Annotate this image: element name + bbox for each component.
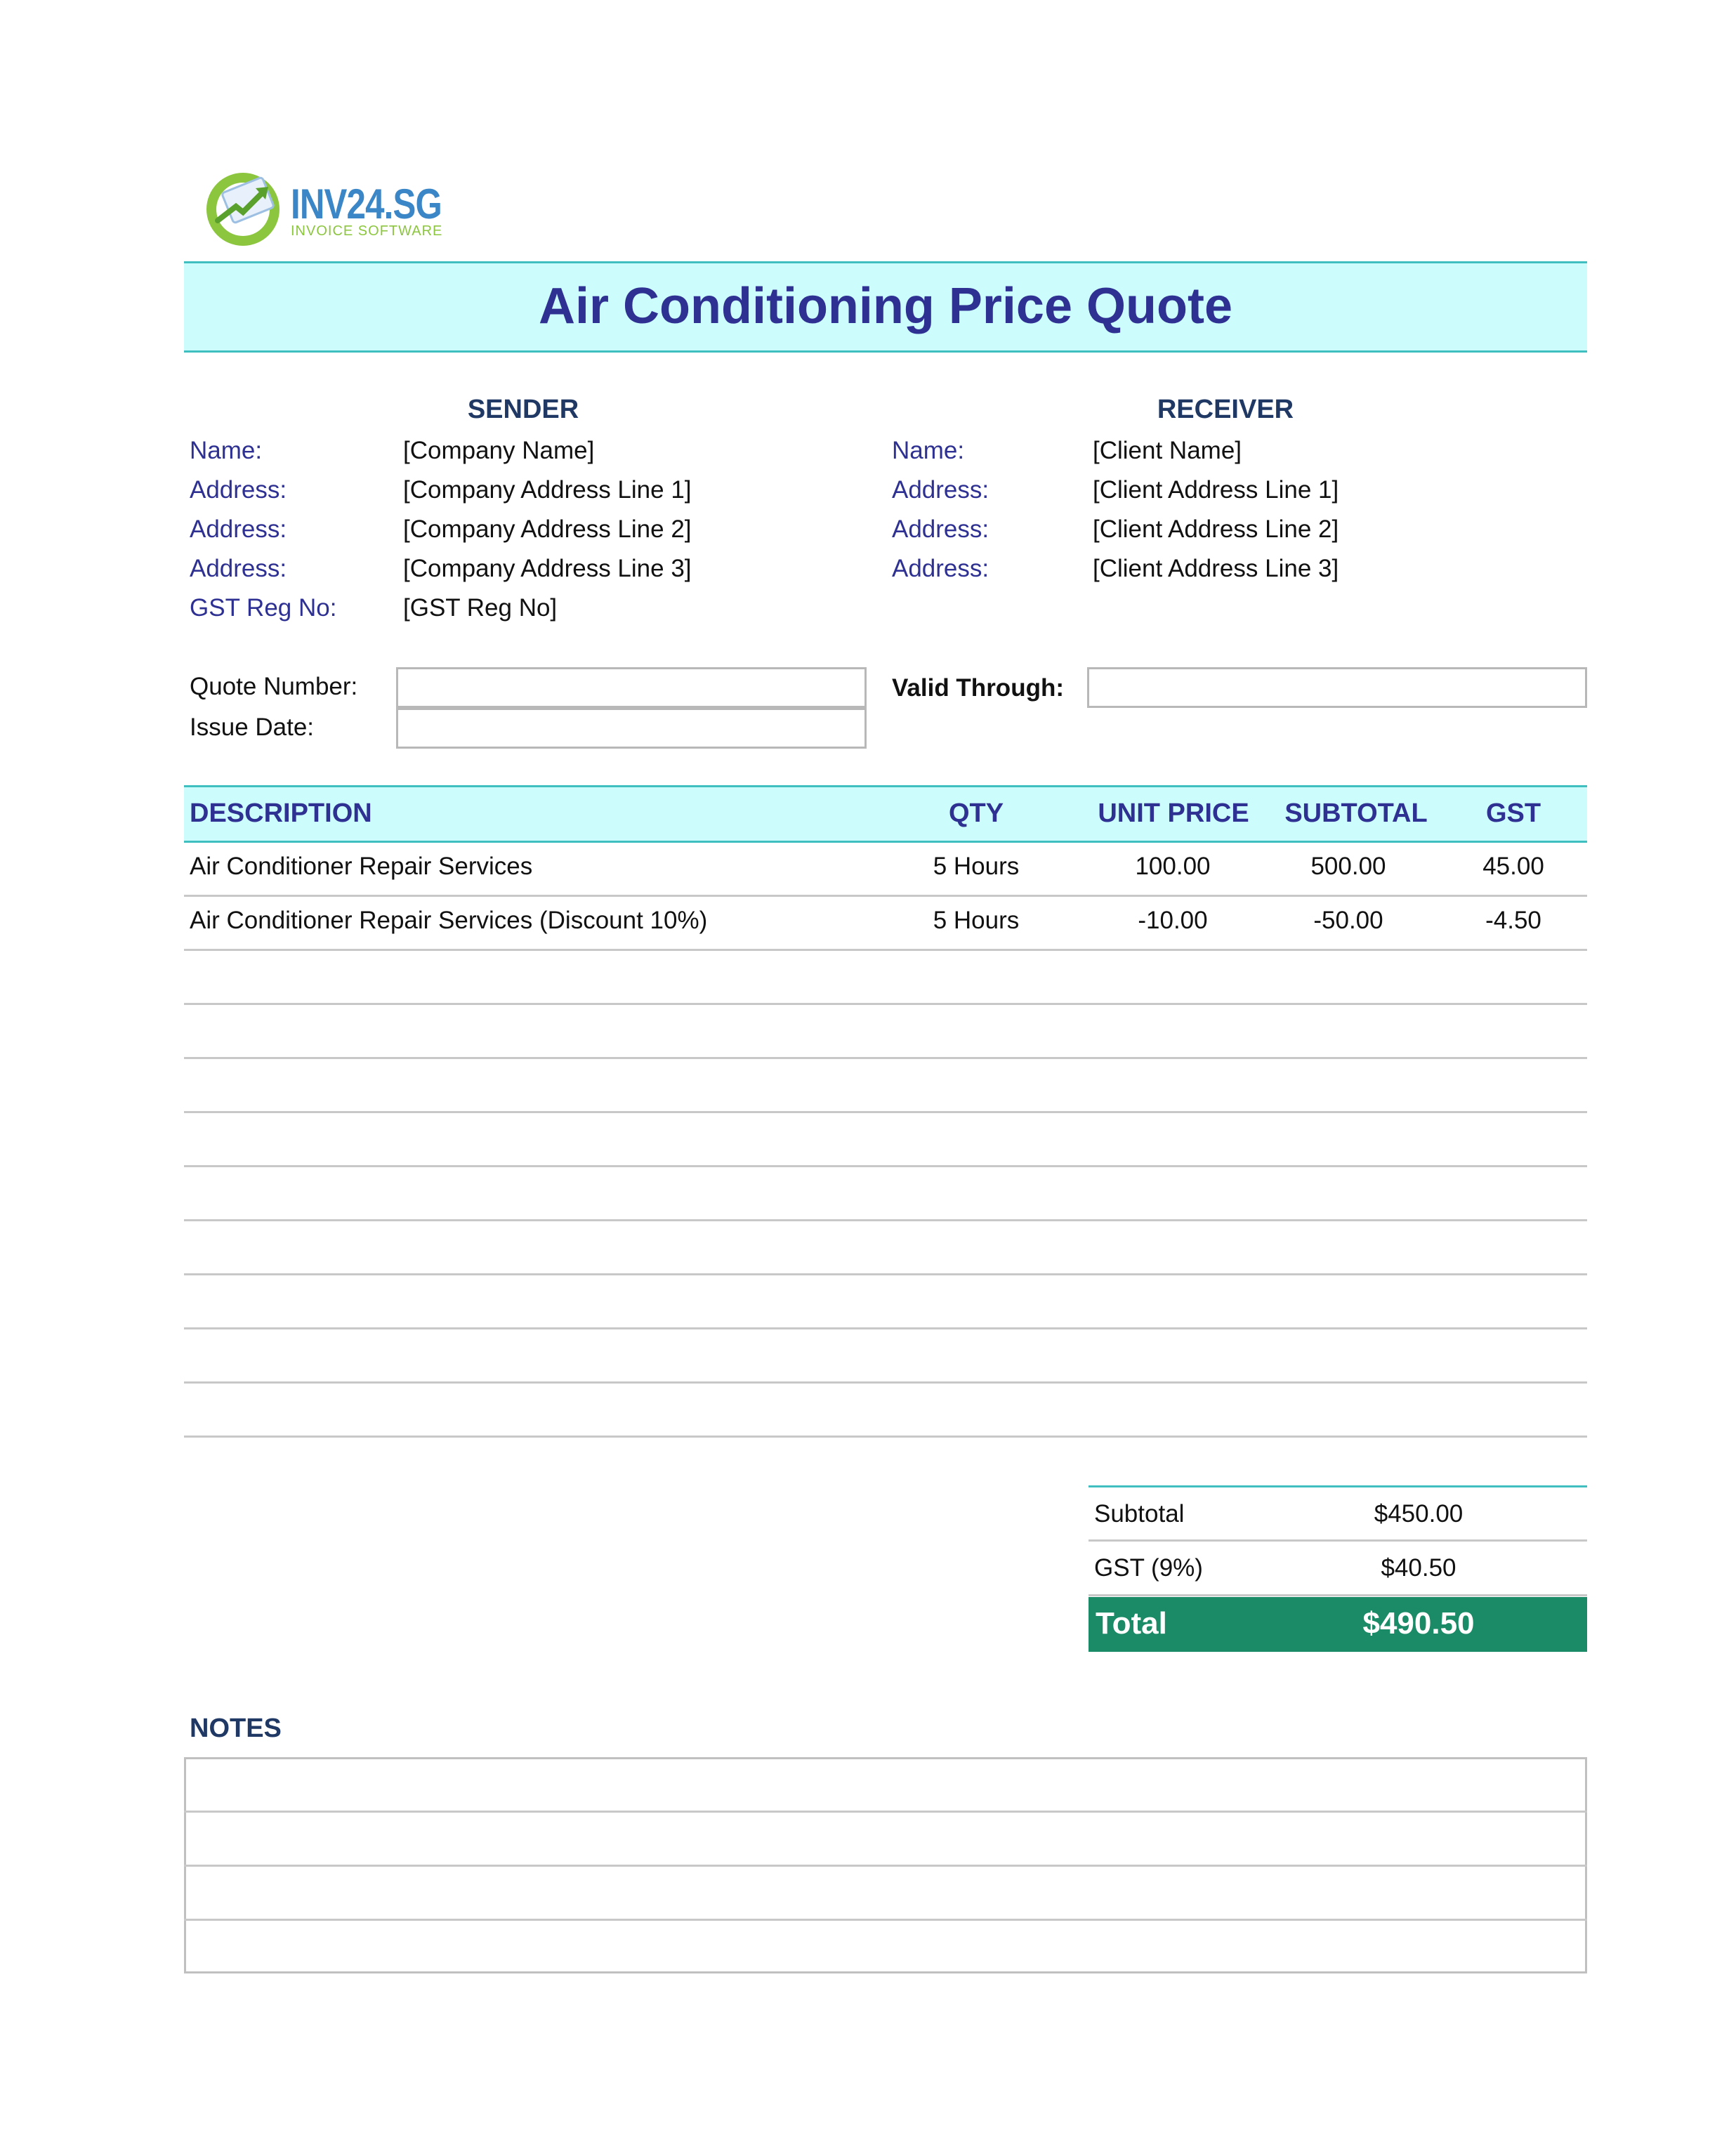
row-divider	[184, 1219, 1587, 1221]
row2-subtotal: -50.00	[1313, 907, 1383, 934]
row-divider	[184, 1165, 1587, 1167]
receiver-address2-value: [Client Address Line 2]	[1093, 515, 1339, 543]
issue-date-field[interactable]	[396, 708, 867, 749]
row-divider	[184, 949, 1587, 951]
gst-label: GST (9%)	[1094, 1554, 1203, 1582]
receiver-name-label: Name:	[892, 437, 965, 464]
logo-tagline: INVOICE SOFTWARE	[291, 223, 443, 239]
sender-address2-value: [Company Address Line 2]	[403, 515, 692, 543]
col-description: DESCRIPTION	[190, 799, 372, 828]
row1-subtotal: 500.00	[1310, 853, 1386, 880]
sender-name-value: [Company Name]	[403, 437, 595, 464]
row1-qty: 5 Hours	[933, 853, 1020, 880]
col-unit-price: UNIT PRICE	[1098, 799, 1249, 828]
logo-icon	[202, 166, 285, 249]
receiver-address3-label: Address:	[892, 555, 989, 582]
totals-divider	[1089, 1594, 1587, 1596]
sender-address1-value: [Company Address Line 1]	[403, 476, 692, 504]
row2-description: Air Conditioner Repair Services (Discount 10%)	[190, 907, 708, 934]
row-divider	[184, 895, 1587, 897]
sender-address3-label: Address:	[190, 555, 287, 582]
sender-address1-label: Address:	[190, 476, 287, 504]
total-label: Total	[1096, 1606, 1167, 1641]
row2-qty: 5 Hours	[933, 907, 1020, 934]
col-subtotal: SUBTOTAL	[1284, 799, 1428, 828]
row-divider	[184, 1057, 1587, 1059]
totals-divider	[1089, 1539, 1587, 1542]
notes-heading: NOTES	[190, 1714, 282, 1743]
sender-name-label: Name:	[190, 437, 263, 464]
row-divider	[184, 1111, 1587, 1113]
receiver-address3-value: [Client Address Line 3]	[1093, 555, 1339, 582]
totals-top-border	[1089, 1485, 1587, 1487]
valid-through-field[interactable]	[1087, 667, 1587, 708]
row1-unit-price: 100.00	[1135, 853, 1211, 880]
row-divider	[184, 1273, 1587, 1275]
notes-divider	[184, 1811, 1587, 1813]
row1-description: Air Conditioner Repair Services	[190, 853, 533, 880]
row1-gst: 45.00	[1482, 853, 1544, 880]
sender-gst-value: [GST Reg No]	[403, 594, 558, 622]
gst-value: $40.50	[1381, 1554, 1456, 1582]
receiver-address1-value: [Client Address Line 1]	[1093, 476, 1339, 504]
row-divider	[184, 1327, 1587, 1329]
receiver-name-value: [Client Name]	[1093, 437, 1242, 464]
row-divider	[184, 1003, 1587, 1005]
quote-number-field[interactable]	[396, 667, 867, 708]
sender-address3-value: [Company Address Line 3]	[403, 555, 692, 582]
sender-gst-label: GST Reg No:	[190, 594, 337, 622]
row-divider	[184, 1381, 1587, 1384]
sender-address2-label: Address:	[190, 515, 287, 543]
total-value: $490.50	[1362, 1606, 1475, 1641]
col-qty: QTY	[948, 799, 1004, 828]
receiver-address1-label: Address:	[892, 476, 989, 504]
col-gst: GST	[1485, 799, 1541, 828]
subtotal-value: $450.00	[1374, 1500, 1464, 1528]
notes-divider	[184, 1919, 1587, 1921]
receiver-heading: RECEIVER	[1157, 395, 1294, 424]
quote-number-label: Quote Number:	[190, 673, 358, 700]
row2-gst: -4.50	[1485, 907, 1541, 934]
row2-unit-price: -10.00	[1138, 907, 1208, 934]
subtotal-label: Subtotal	[1094, 1500, 1185, 1528]
sender-heading: SENDER	[467, 395, 579, 424]
notes-divider	[184, 1865, 1587, 1867]
receiver-address2-label: Address:	[892, 515, 989, 543]
valid-through-label: Valid Through:	[892, 674, 1064, 702]
page-title: Air Conditioning Price Quote	[539, 278, 1232, 334]
row-divider	[184, 1436, 1587, 1438]
issue-date-label: Issue Date:	[190, 714, 315, 741]
logo-name: INV24.SG	[291, 180, 442, 228]
